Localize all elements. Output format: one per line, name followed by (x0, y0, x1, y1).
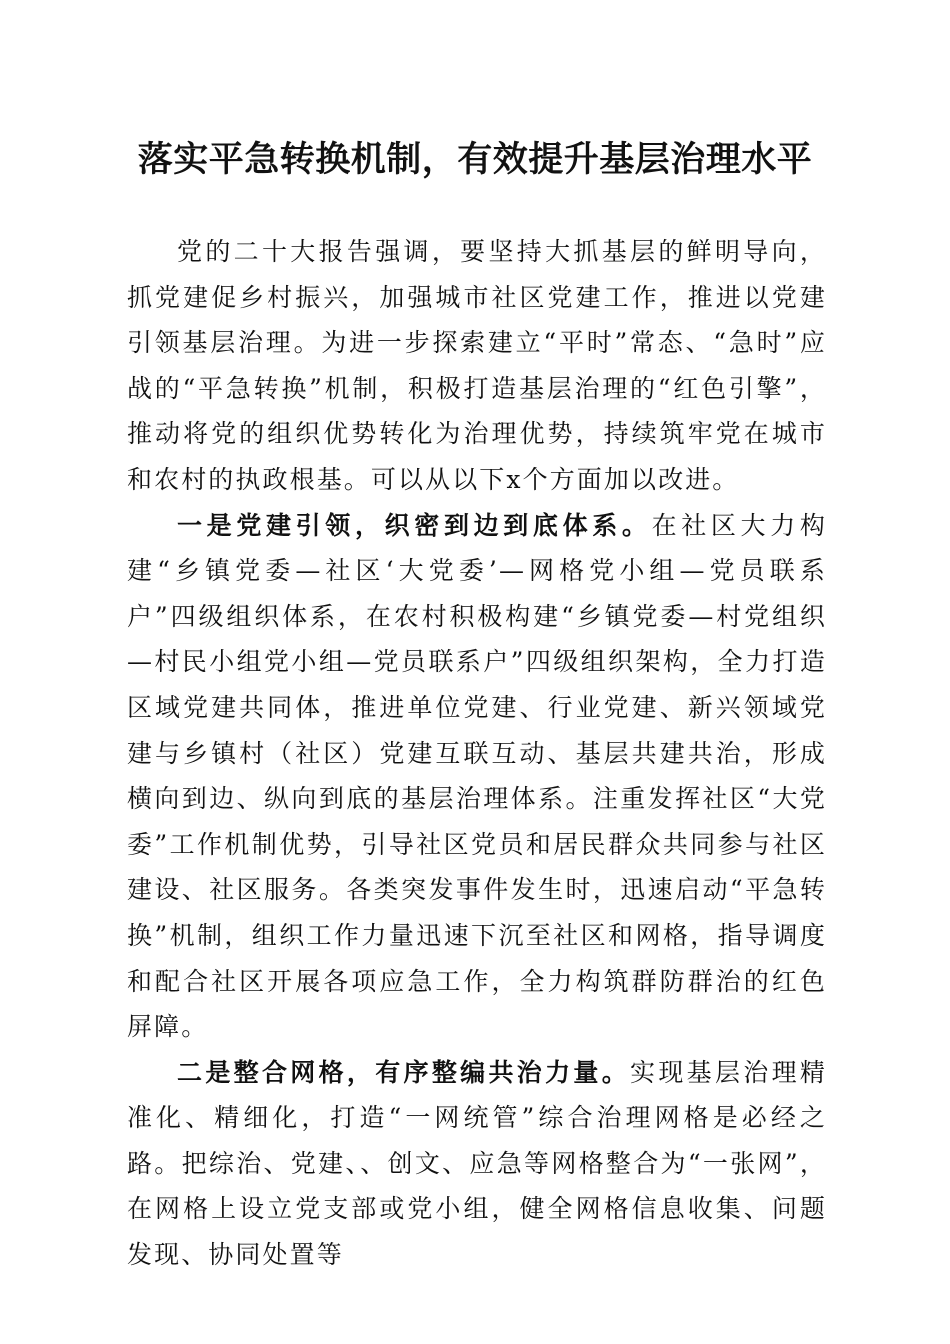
paragraph-text: 在社区大力构建“乡镇党委—社区‘大党委’—网格党小组—党员联系户”四级组织体系，在农村积极构建“乡镇党委—村党组织—村民小组党小组—党员联系户”四级组织架构，全力打造区域党建共同体，推进单位党建、行业党建、新兴领域党建与乡镇村（社区）党建互联互动、基层共建共治，形成横向到边、纵向到底的基层治理体系。注重发挥社区“大党委”工作机制优势，引导社区党员和居民群众共同参与社区建设、社区服务。各类突发事件发生时，迅速启动“平急转换”机制，组织工作力量迅速下沉至社区和网格，指导调度和配合社区开展各项应急工作，全力构筑群防群治的红色屏障。 (127, 510, 827, 1042)
paragraph-lead: 一是党建引领，织密到边到底体系。 (177, 510, 652, 540)
paragraph-text: 党的二十大报告强调，要坚持大抓基层的鲜明导向，抓党建促乡村振兴，加强城市社区党建工作，推进以党建引领基层治理。为进一步探索建立“平时”常态、“急时”应战的“平急转换”机制，积极打造基层治理的“红色引擎”，推动将党的组织优势转化为治理优势，持续筑牢党在城市和农村的执政根基。可以从以下x个方面加以改进。 (127, 237, 827, 494)
document-body (127, 229, 827, 1278)
paragraph-text: 实现基层治理精准化、精细化，打造“一网统管”综合治理网格是必经之路。把综治、党建、、创文、应急等网格整合为“一张网”，在网格上设立党支部或党小组，健全网格信息收集、问题发现、协同处置等 (127, 1057, 827, 1270)
paragraph-lead: 二是整合网格，有序整编共治力量。 (177, 1057, 631, 1087)
paragraph-point-two (127, 1050, 827, 1278)
paragraph-intro (127, 229, 827, 503)
document-title: 落实平急转换机制，有效提升基层治理水平 (137, 139, 813, 180)
paragraph-point-one (127, 503, 827, 1050)
